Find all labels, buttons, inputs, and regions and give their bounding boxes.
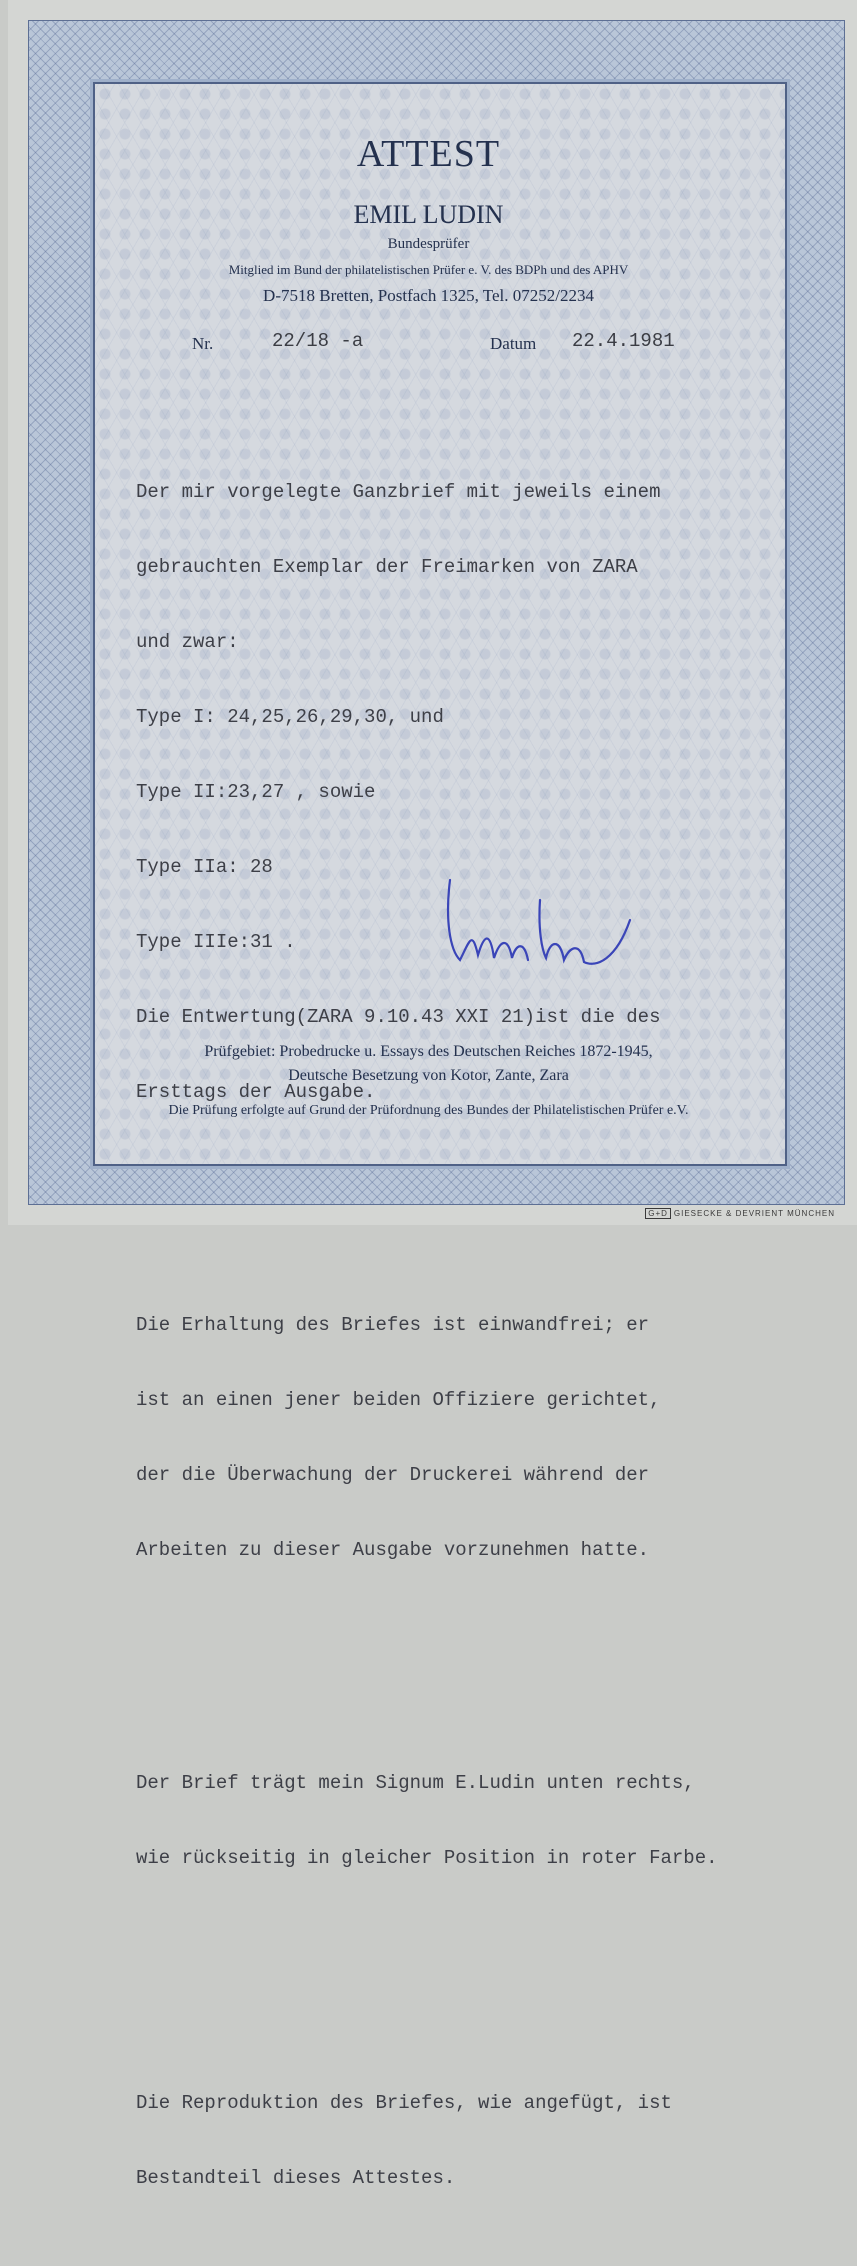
body-line: Die Reproduktion des Briefes, wie angefügt, ist xyxy=(136,2092,672,2114)
body-line: Type IIIe:31 . xyxy=(136,931,296,953)
certificate-title: ATTEST xyxy=(356,133,501,175)
body-line: Type I: 24,25,26,29,30, und xyxy=(136,706,444,728)
body-line: Die Erhaltung des Briefes ist einwandfrei; er xyxy=(136,1314,650,1336)
body-line: Type IIa: 28 xyxy=(136,856,273,878)
membership-line: Mitglied im Bund der philatelistischen Prüfer e. V. des BDPh und des APHV xyxy=(228,262,629,277)
body-line: und zwar: xyxy=(136,631,239,653)
printer-logo: G+D xyxy=(645,1208,671,1219)
body-line: Die Entwertung(ZARA 9.10.43 XXI 21)ist die des xyxy=(136,1006,661,1028)
examination-area xyxy=(0,1040,857,1088)
printer-imprint xyxy=(645,1208,835,1219)
paragraph-3 xyxy=(136,1721,796,1921)
paragraph-2 xyxy=(136,1263,796,1613)
date-label: Datum xyxy=(490,334,537,353)
date-value: 22.4.1981 xyxy=(572,330,675,352)
body-line: ist an einen jener beiden Offiziere gerichtet, xyxy=(136,1389,661,1411)
examiner-role: Bundesprüfer xyxy=(387,236,470,252)
signature xyxy=(420,860,670,990)
body-line: Type II:23,27 , sowie xyxy=(136,781,376,803)
body-line: Der mir vorgelegte Ganzbrief mit jeweils einem xyxy=(136,481,661,503)
attest-body xyxy=(136,380,796,2266)
address-line: D-7518 Bretten, Postfach 1325, Tel. 07252/2234 xyxy=(263,286,594,305)
body-line: Bestandteil dieses Attestes. xyxy=(136,2167,456,2189)
body-line: Arbeiten zu dieser Ausgabe vorzunehmen hatte. xyxy=(136,1539,650,1561)
printer-name: GIESECKE & DEVRIENT MÜNCHEN xyxy=(673,1209,835,1218)
examination-note: Die Prüfung erfolgte auf Grund der Prüfordnung des Bundes der Philatelistischen Prüfer e.V. xyxy=(168,1103,689,1118)
body-line: der die Überwachung der Druckerei während der xyxy=(136,1464,650,1486)
number-label: Nr. xyxy=(192,334,214,353)
area-line: Prüfgebiet: Probedrucke u. Essays des Deutschen Reiches 1872-1945, xyxy=(204,1043,653,1060)
body-line: Der Brief trägt mein Signum E.Ludin unten rechts, xyxy=(136,1772,695,1794)
body-line: gebrauchten Exemplar der Freimarken von ZARA xyxy=(136,556,638,578)
paragraph-4 xyxy=(136,2041,796,2241)
signature-stroke xyxy=(448,880,630,964)
number-value: 22/18 -a xyxy=(272,330,364,352)
body-line: Ersttags der Ausgabe. xyxy=(136,1081,376,1103)
area-line: Deutsche Besetzung von Kotor, Zante, Zara xyxy=(288,1067,569,1084)
examiner-name: EMIL LUDIN xyxy=(353,200,504,229)
body-line: wie rückseitig in gleicher Position in roter Farbe. xyxy=(136,1847,718,1869)
